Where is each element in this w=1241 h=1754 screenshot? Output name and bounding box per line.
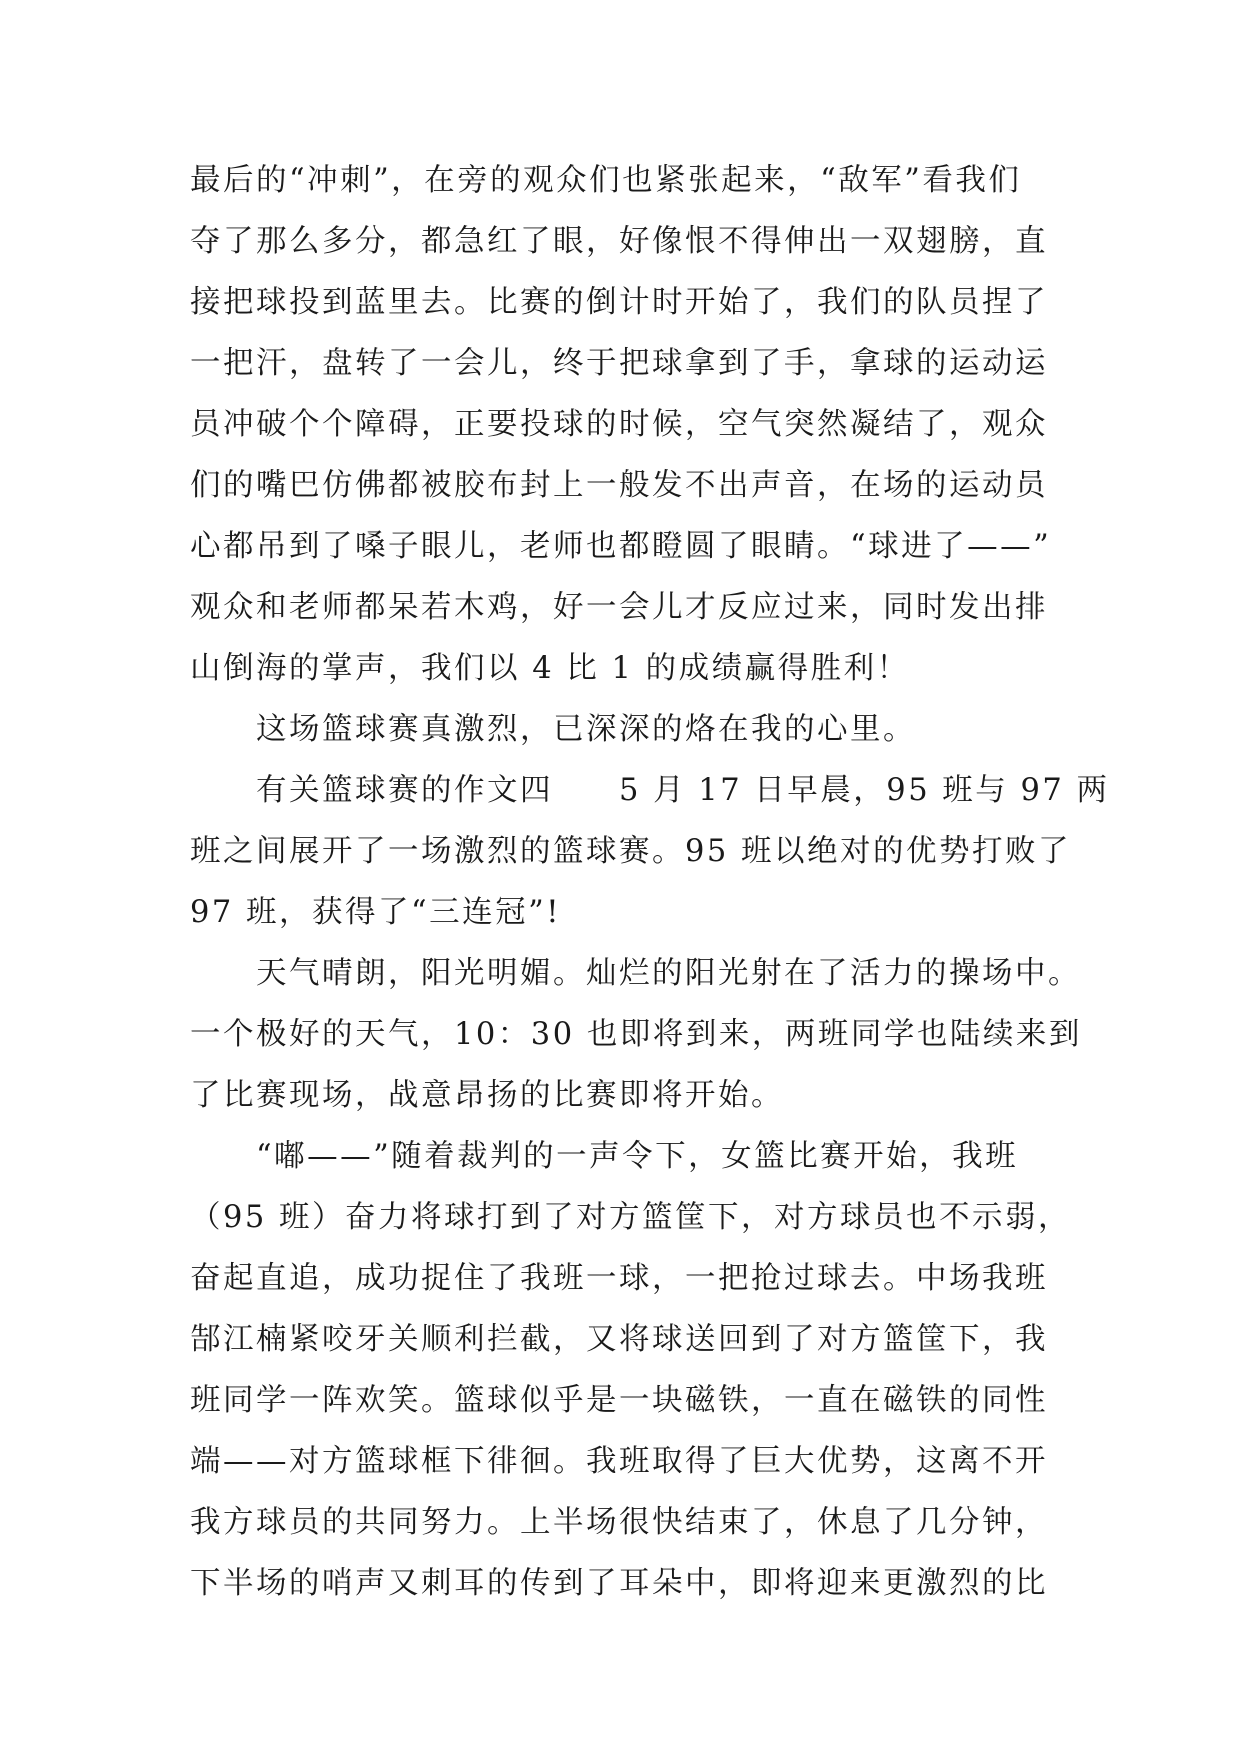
text-line: 这场篮球赛真激烈，已深深的烙在我的心里。 [256, 712, 916, 747]
text-line: 下半场的哨声又刺耳的传到了耳朵中，即将迎来更激烈的比 [190, 1566, 1048, 1601]
paragraph-3 [190, 760, 1110, 943]
text-line: 员冲破个个障碍，正要投球的时候，空气突然凝结了，观众 [190, 407, 1048, 442]
paragraph-2 [190, 699, 1070, 760]
text-line: 我方球员的共同努力。上半场很快结束了，休息了几分钟， [190, 1505, 1048, 1540]
paragraph-1 [190, 150, 1070, 699]
text-line: 奋起直追，成功捉住了我班一球，一把抢过球去。中场我班 [190, 1261, 1048, 1296]
text-line: 观众和老师都呆若木鸡，好一会儿才反应过来，同时发出排 [190, 590, 1048, 625]
paragraph-5 [190, 1126, 1070, 1614]
body-text [190, 150, 1110, 1614]
text-line: 班之间展开了一场激烈的篮球赛。95 班以绝对的优势打败了 [190, 834, 1072, 869]
text-line: 郜江楠紧咬牙关顺利拦截，又将球送回到了对方篮筐下，我 [190, 1322, 1048, 1357]
text-line: 夺了那么多分，都急红了眼，好像恨不得伸出一双翅膀，直 [190, 224, 1048, 259]
text-line: “嘟——”随着裁判的一声令下，女篮比赛开始，我班 [256, 1139, 1019, 1174]
text-line: （95 班）奋力将球打到了对方篮筐下，对方球员也不示弱， [190, 1200, 1072, 1235]
text-line: 班同学一阵欢笑。篮球似乎是一块磁铁，一直在磁铁的同性 [190, 1383, 1048, 1418]
text-line: 97 班，获得了“三连冠”! [190, 895, 561, 930]
text-line: 心都吊到了嗓子眼儿，老师也都瞪圆了眼睛。“球进了——” [190, 529, 1052, 564]
paragraph-4 [190, 943, 1082, 1126]
text-line: 们的嘴巴仿佛都被胶布封上一般发不出声音，在场的运动员 [190, 468, 1048, 503]
text-line: 天气晴朗，阳光明媚。灿烂的阳光射在了活力的操场中。 [256, 956, 1081, 991]
text-line: 端——对方篮球框下徘徊。我班取得了巨大优势，这离不开 [190, 1444, 1048, 1479]
text-line: 山倒海的掌声，我们以 4 比 1 的成绩赢得胜利！ [190, 651, 910, 686]
text-line: 最后的“冲刺”，在旁的观众们也紧张起来，“敌军”看我们 [190, 163, 1022, 198]
text-line: 接把球投到蓝里去。比赛的倒计时开始了，我们的队员捏了 [190, 285, 1048, 320]
text-line: 一把汗，盘转了一会儿，终于把球拿到了手，拿球的运动运 [190, 346, 1048, 381]
text-line: 一个极好的天气，10：30 也即将到来，两班同学也陆续来到 [190, 1017, 1082, 1052]
text-line: 有关篮球赛的作文四 5 月 17 日早晨，95 班与 97 两 [256, 773, 1110, 808]
text-line: 了比赛现场，战意昂扬的比赛即将开始。 [190, 1078, 784, 1113]
